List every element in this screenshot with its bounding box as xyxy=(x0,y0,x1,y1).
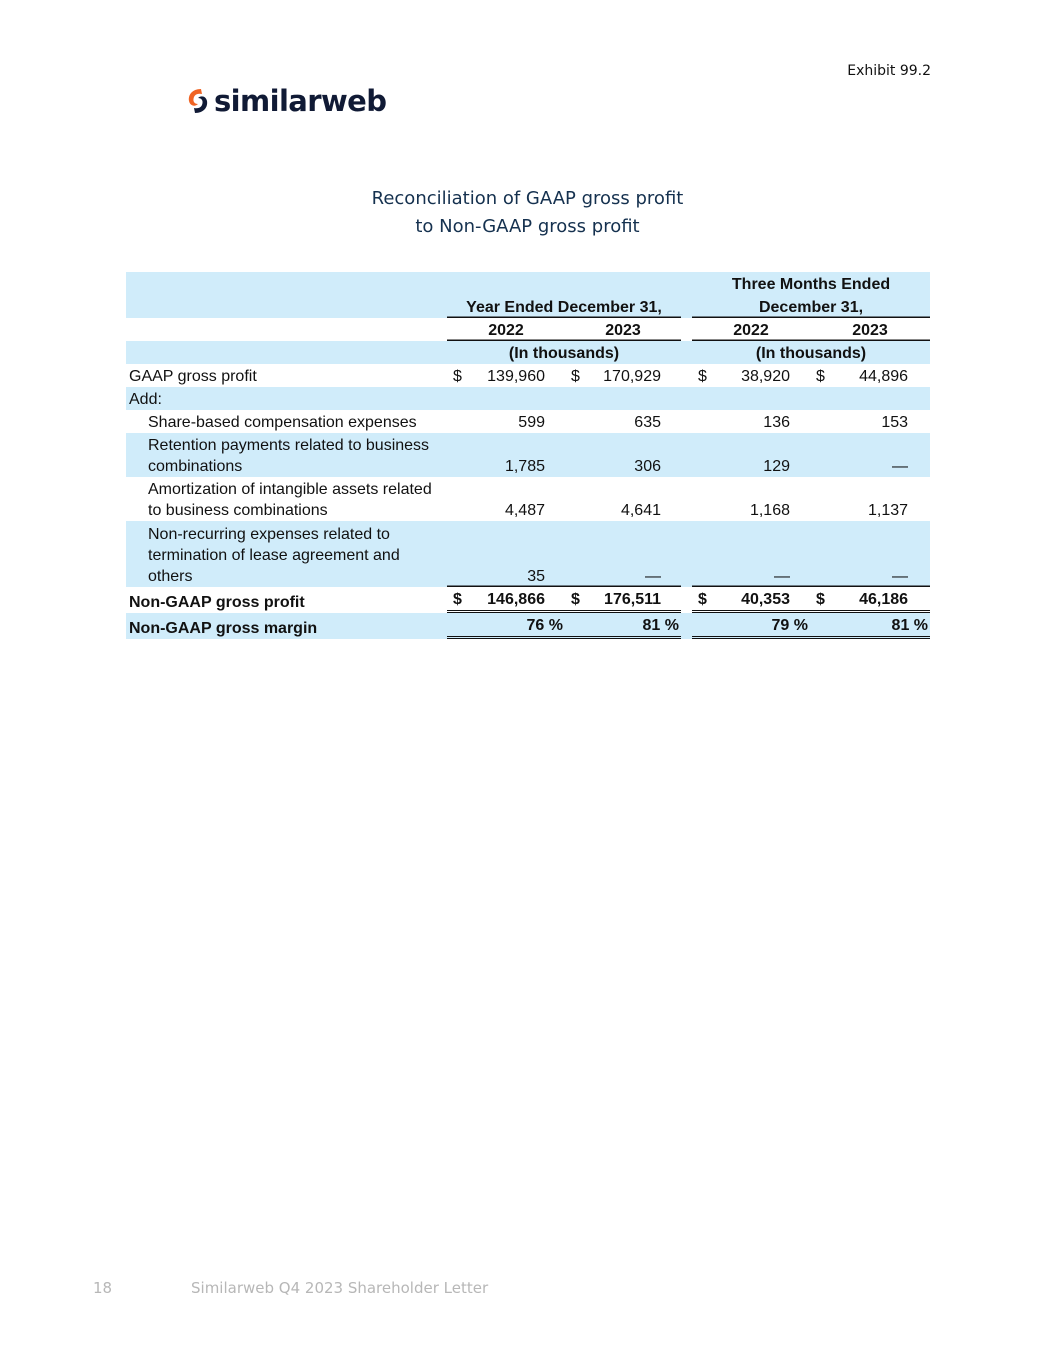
gross-profit-reconciliation-table xyxy=(126,272,930,639)
row-label-gaap-gross-profit: GAAP gross profit xyxy=(129,368,257,385)
row-label-add: Add: xyxy=(126,387,447,410)
year-ended-header: Year Ended December 31, xyxy=(447,295,681,318)
row-label-non-gaap-gross-margin: Non-GAAP gross margin xyxy=(126,613,447,639)
cell-value: 46,186 xyxy=(859,591,909,608)
currency-symbol: $ xyxy=(698,591,707,608)
cell-value: 129 xyxy=(692,433,810,477)
cell-value: 4,641 xyxy=(620,502,661,519)
table-row xyxy=(126,410,930,433)
cell-value: 81 % xyxy=(565,613,681,639)
cell-value: 44,896 xyxy=(859,368,909,385)
cell-value: 170,929 xyxy=(603,368,661,385)
cell-value: 1,785 xyxy=(447,433,565,477)
value-cell xyxy=(565,587,681,613)
similarweb-logo xyxy=(186,83,387,118)
header-row-years xyxy=(126,318,930,341)
value-cell xyxy=(810,364,930,387)
cell-value: 79 % xyxy=(692,613,810,639)
cell-value: — xyxy=(565,521,681,587)
value-cell xyxy=(447,587,565,613)
cell-value: 35 xyxy=(447,521,565,587)
cell-value: 1,168 xyxy=(749,502,790,519)
table-row xyxy=(126,613,930,639)
currency-symbol: $ xyxy=(571,591,580,608)
cell-value: 76 % xyxy=(447,613,565,639)
row-label-non-gaap-gross-profit: Non-GAAP gross profit xyxy=(129,594,305,611)
year-col-4: 2023 xyxy=(810,318,930,341)
currency-symbol: $ xyxy=(453,368,462,385)
row-label-nonrecurring: Non-recurring expenses related to termination of lease agreement and others xyxy=(126,521,447,587)
value-cell xyxy=(565,364,681,387)
three-months-header-line1: Three Months Ended xyxy=(692,272,930,295)
page-title xyxy=(0,185,1055,241)
currency-symbol: $ xyxy=(571,368,580,385)
title-line-2: to Non-GAAP gross profit xyxy=(415,216,640,237)
currency-symbol: $ xyxy=(816,591,825,608)
row-label-retention: Retention payments related to business combinations xyxy=(126,433,447,477)
value-cell xyxy=(447,364,565,387)
page-number: 18 xyxy=(93,1279,113,1297)
units-label-annual: (In thousands) xyxy=(447,341,681,364)
cell-value: 81 % xyxy=(810,613,930,639)
cell-value: — xyxy=(810,521,930,587)
header-row-period-top xyxy=(126,272,930,295)
cell-value: 599 xyxy=(518,414,545,431)
year-col-3: 2022 xyxy=(692,318,810,341)
table-row xyxy=(126,433,930,477)
cell-value: 136 xyxy=(763,414,790,431)
cell-value: — xyxy=(692,521,810,587)
value-cell xyxy=(692,587,810,613)
cell-value: 40,353 xyxy=(741,591,790,608)
logo-wordmark: similarweb xyxy=(214,83,387,118)
table-row xyxy=(126,521,930,587)
cell-value: 176,511 xyxy=(604,591,661,608)
units-label-quarterly: (In thousands) xyxy=(692,341,930,364)
currency-symbol: $ xyxy=(816,368,825,385)
cell-value: — xyxy=(810,433,930,477)
row-label-sbc: Share-based compensation expenses xyxy=(148,414,417,431)
three-months-header-line2: December 31, xyxy=(692,295,930,318)
table-row xyxy=(126,364,930,387)
similarweb-logo-icon xyxy=(186,86,210,116)
value-cell xyxy=(810,587,930,613)
cell-value: 4,487 xyxy=(504,502,545,519)
table-row xyxy=(126,587,930,613)
cell-value: 146,866 xyxy=(487,591,545,608)
year-col-1: 2022 xyxy=(447,318,565,341)
cell-value: 139,960 xyxy=(487,368,545,385)
header-row-units xyxy=(126,341,930,364)
currency-symbol: $ xyxy=(453,591,462,608)
value-cell xyxy=(692,364,810,387)
footer-text: Similarweb Q4 2023 Shareholder Letter xyxy=(191,1279,489,1297)
row-label-amortization: Amortization of intangible assets related to business combinations xyxy=(148,481,432,519)
title-line-1: Reconciliation of GAAP gross profit xyxy=(371,188,684,209)
cell-value: 306 xyxy=(565,433,681,477)
header-row-period xyxy=(126,295,930,318)
exhibit-label: Exhibit 99.2 xyxy=(847,63,931,79)
cell-value: 153 xyxy=(881,414,909,431)
year-col-2: 2023 xyxy=(565,318,681,341)
cell-value: 1,137 xyxy=(867,502,909,519)
cell-value: 38,920 xyxy=(741,368,790,385)
table-row xyxy=(126,477,930,521)
table-row xyxy=(126,387,930,410)
cell-value: 635 xyxy=(634,414,661,431)
currency-symbol: $ xyxy=(698,368,707,385)
